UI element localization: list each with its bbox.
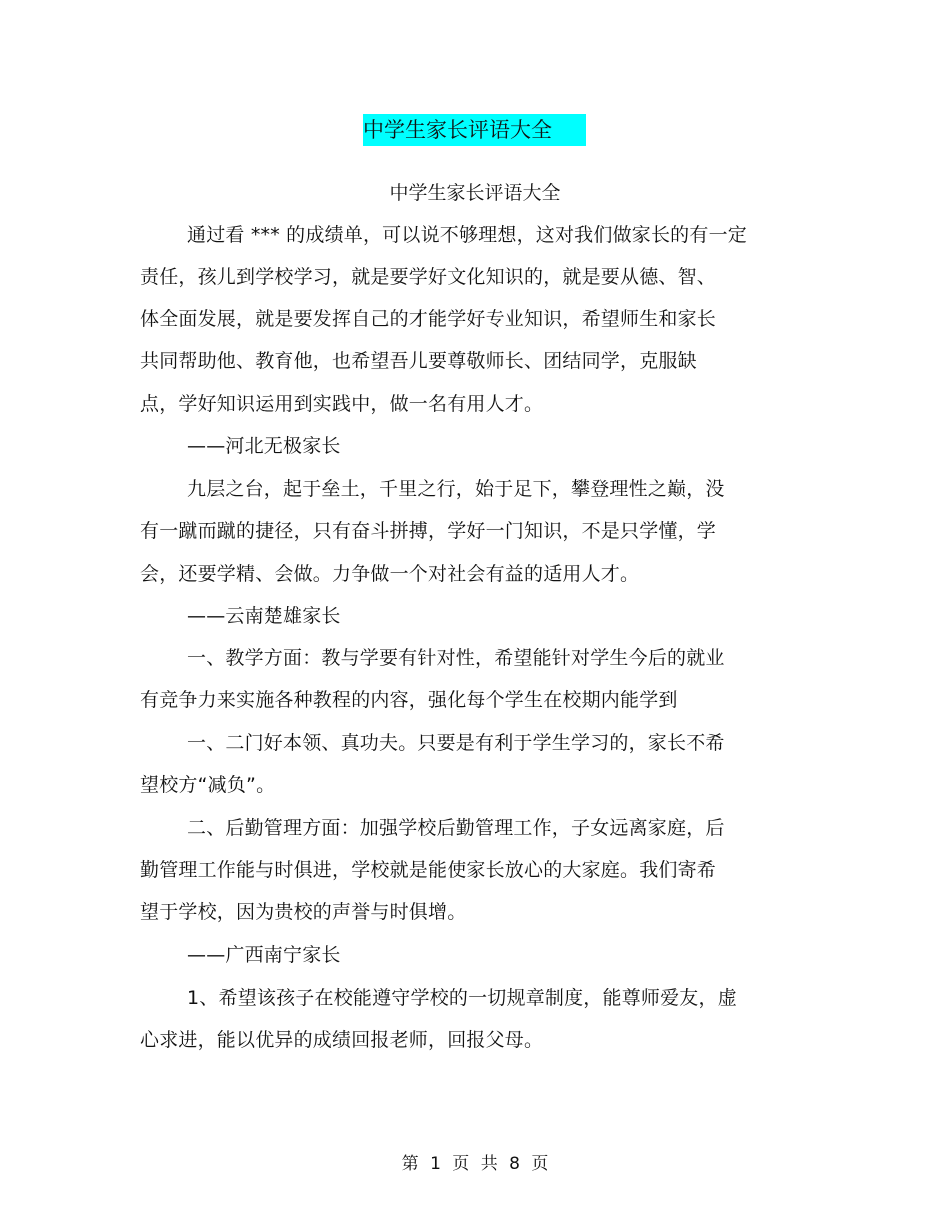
paragraph-line: 点，学好知识运用到实践中，做一名有用人才。 <box>140 393 544 415</box>
paragraph-line: 有竞争力来实施各种教程的内容，强化每个学生在校期内能学到 <box>140 689 678 711</box>
signature-line: ——河北无极家长 <box>187 435 341 457</box>
highlighted-title <box>363 114 586 146</box>
paragraph-line: 勤管理工作能与时俱进，学校就是能使家长放心的大家庭。我们寄希 <box>140 859 717 881</box>
paragraph-line: 二、后勤管理方面：加强学校后勤管理工作，子女远离家庭，后 <box>187 817 725 839</box>
paragraph-line: 望校方“减负”。 <box>140 774 276 796</box>
highlighted-title-text: 中学生家长评语大全 <box>363 118 552 142</box>
paragraph-line: 心求进，能以优异的成绩回报老师，回报父母。 <box>140 1029 544 1051</box>
paragraph-line: 会，还要学精、会做。力争做一个对社会有益的适用人才。 <box>140 563 640 585</box>
paragraph-line: 体全面发展，就是要发挥自己的才能学好专业知识，希望师生和家长 <box>140 308 717 330</box>
document-subtitle: 中学生家长评语大全 <box>389 182 561 204</box>
paragraph-line: 1、希望该孩子在校能遵守学校的一切规章制度，能尊师爱友，虚 <box>187 987 737 1009</box>
paragraph-line: 通过看 *** 的成绩单，可以说不够理想，这对我们做家长的有一定 <box>187 224 747 246</box>
signature-line: ——云南楚雄家长 <box>187 605 341 627</box>
paragraph-line: 九层之台，起于垒土，千里之行，始于足下，攀登理性之巅，没 <box>187 478 725 500</box>
paragraph-line: 责任，孩儿到学校学习，就是要学好文化知识的，就是要从德、智、 <box>140 266 717 288</box>
paragraph-line: 望于学校，因为贵校的声誉与时俱增。 <box>140 901 467 923</box>
paragraph-line: 共同帮助他、教育他，也希望吾儿要尊敬师长、团结同学，克服缺 <box>140 350 697 372</box>
signature-line: ——广西南宁家长 <box>187 944 341 966</box>
paragraph-line: 有一蹴而蹴的捷径，只有奋斗拼搏，学好一门知识，不是只学懂，学 <box>140 520 717 542</box>
paragraph-line: 一、教学方面：教与学要有针对性，希望能针对学生今后的就业 <box>187 647 725 669</box>
paragraph-line: 一、二门好本领、真功夫。只要是有利于学生学习的，家长不希 <box>187 732 725 754</box>
page-footer: 第 1 页 共 8 页 <box>401 1154 549 1174</box>
